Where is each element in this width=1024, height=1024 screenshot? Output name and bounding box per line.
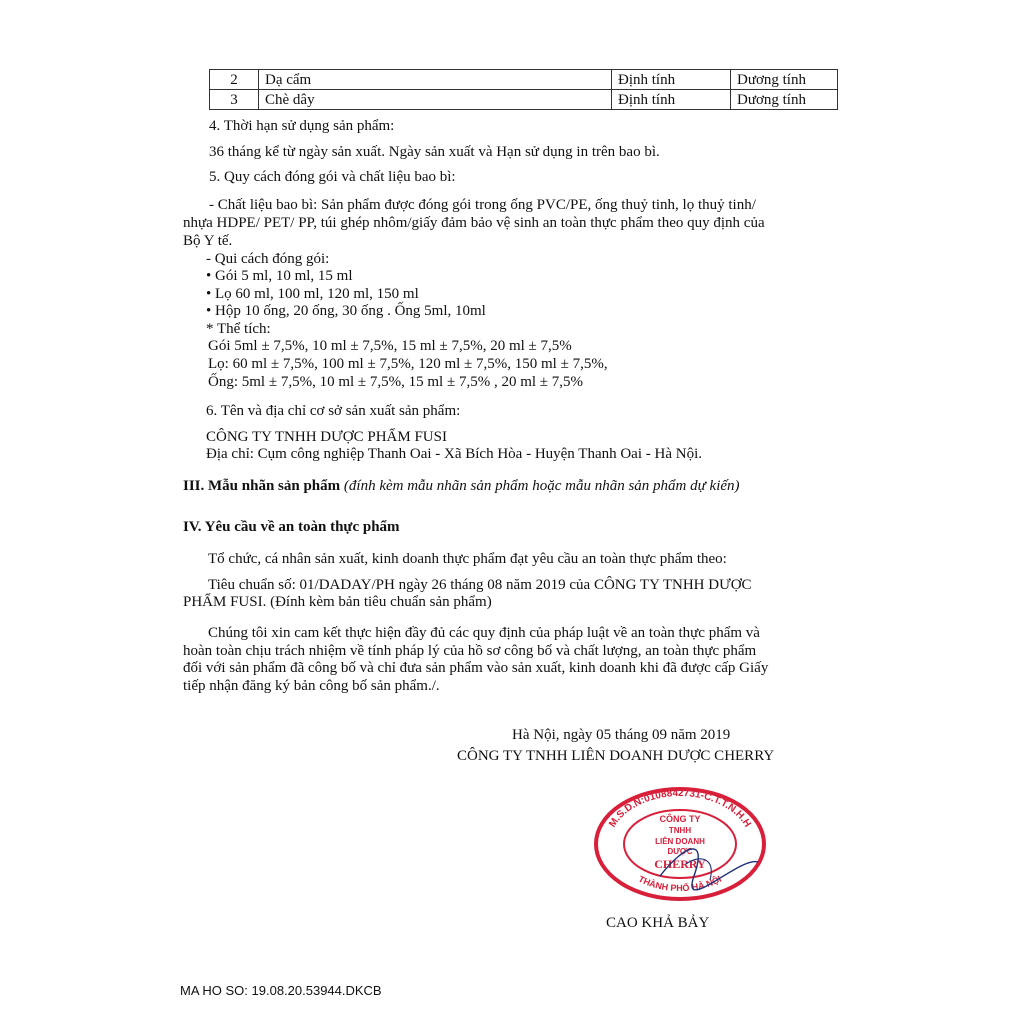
table-row <box>210 90 838 110</box>
row-method: Định tính <box>612 90 731 110</box>
company-seal <box>590 784 770 904</box>
signature-company: CÔNG TY TNHH LIÊN DOANH DƯỢC CHERRY <box>457 748 775 764</box>
section4-heading: 4. Thời hạn sử dụng sản phẩm: <box>209 118 395 134</box>
section-iv-p2-line2: PHẨM FUSI. (Đính kèm bản tiêu chuẩn sản phẩm) <box>183 594 492 610</box>
section5-heading: 5. Quy cách đóng gói và chất liệu bao bì: <box>209 169 456 185</box>
manufacturer-address: Địa chỉ: Cụm công nghiệp Thanh Oai - Xã Bích Hòa - Huyện Thanh Oai - Hà Nội. <box>206 446 702 462</box>
row-name: Chè dây <box>259 90 612 110</box>
section4-body: 36 tháng kể từ ngày sản xuất. Ngày sản xuất và Hạn sử dụng in trên bao bì. <box>209 144 660 160</box>
table-row <box>210 70 838 90</box>
manufacturer-name: CÔNG TY TNHH DƯỢC PHẨM FUSI <box>206 429 447 445</box>
section-iv-p1: Tổ chức, cá nhân sản xuất, kinh doanh thực phẩm đạt yêu cầu an toàn thực phẩm theo: <box>208 551 727 567</box>
section-iii-note: (đính kèm mẫu nhãn sản phẩm hoặc mẫu nhãn sản phẩm dự kiến) <box>340 478 740 494</box>
signature-date: Hà Nội, ngày 05 tháng 09 năm 2019 <box>512 727 731 743</box>
svg-text:CÔNG TY: CÔNG TY <box>659 814 701 824</box>
signer-name: CAO KHẢ BẢY <box>606 915 710 931</box>
material-line-2: nhựa HDPE/ PET/ PP, túi ghép nhôm/giấy đảm bảo vệ sinh an toàn thực phẩm theo quy định của <box>183 215 765 231</box>
section-iv-title: IV. Yêu cầu về an toàn thực phẩm <box>183 519 400 535</box>
svg-text:DƯỢC: DƯỢC <box>667 847 693 856</box>
volume-line-3: Ống: 5ml ± 7,5%, 10 ml ± 7,5%, 15 ml ± 7,5% , 20 ml ± 7,5% <box>208 374 583 390</box>
volume-line-1: Gói 5ml ± 7,5%, 10 ml ± 7,5%, 15 ml ± 7,5%, 20 ml ± 7,5% <box>208 338 572 354</box>
row-number: 2 <box>210 70 259 90</box>
section-iv-p3-line3: đối với sản phẩm đã công bố và chỉ đưa sản phẩm vào sản xuất, kinh doanh khi đã được cấp Giấy <box>183 660 769 676</box>
row-method: Định tính <box>612 70 731 90</box>
result-table <box>209 69 838 110</box>
svg-text:LIÊN DOANH: LIÊN DOANH <box>655 837 705 846</box>
section-iv-p3-line2: hoàn toàn chịu trách nhiệm về tính pháp lý của hồ sơ công bố và chất lượng, an toàn thực phẩm <box>183 643 757 659</box>
volume-heading: * Thể tích: <box>206 321 271 337</box>
svg-text:THÀNH PHỐ HÀ NỘI: THÀNH PHỐ HÀ NỘI <box>636 873 724 894</box>
section-iv-p2-line1: Tiêu chuẩn số: 01/DADAY/PH ngày 26 tháng 08 năm 2019 của CÔNG TY TNHH DƯỢC <box>208 577 752 593</box>
material-line-1: - Chất liệu bao bì: Sản phẩm được đóng gói trong ống PVC/PE, ống thuỷ tinh, lọ thuỷ tinh/ <box>209 197 756 213</box>
section-iii-title: III. Mẫu nhãn sản phẩm <box>183 478 341 494</box>
section-iv-p3-line4: tiếp nhận đăng ký bản công bố sản phẩm./. <box>183 678 440 694</box>
packing-heading: - Qui cách đóng gói: <box>206 251 330 267</box>
section6-heading: 6. Tên và địa chỉ cơ sở sản xuất sản phẩm: <box>206 403 461 419</box>
section-iii-heading <box>183 477 740 495</box>
row-number: 3 <box>210 90 259 110</box>
volume-line-2: Lọ: 60 ml ± 7,5%, 100 ml ± 7,5%, 120 ml ± 7,5%, 150 ml ± 7,5%, <box>208 356 608 372</box>
svg-text:TNHH: TNHH <box>668 826 692 835</box>
row-result: Dương tính <box>731 90 838 110</box>
svg-text:CHERRY: CHERRY <box>654 857 706 871</box>
row-name: Dạ cẩm <box>259 70 612 90</box>
pack-item-3: • Hộp 10 ống, 20 ống, 30 ống . Ống 5ml, 10ml <box>206 303 486 319</box>
section-iv-p3-line1: Chúng tôi xin cam kết thực hiện đầy đủ các quy định của pháp luật về an toàn thực phẩm và <box>208 625 760 641</box>
pack-item-2: • Lọ 60 ml, 100 ml, 120 ml, 150 ml <box>206 286 419 302</box>
row-result: Dương tính <box>731 70 838 90</box>
pack-item-1: • Gói 5 ml, 10 ml, 15 ml <box>206 268 353 284</box>
record-code: MA HO SO: 19.08.20.53944.DKCB <box>180 983 382 998</box>
material-line-3: Bộ Y tế. <box>183 233 233 249</box>
svg-text:M.S.D.N:0108842731-C.T.T.N.H.H: M.S.D.N:0108842731-C.T.T.N.H.H <box>607 787 753 830</box>
